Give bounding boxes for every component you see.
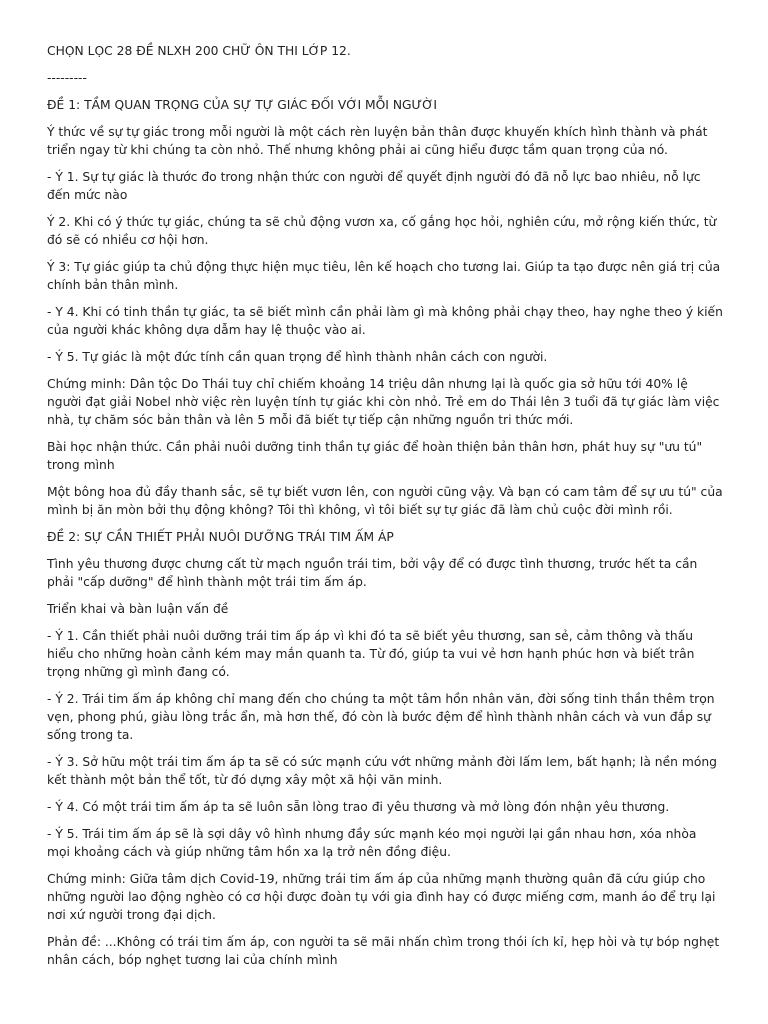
paragraph-de1-closing: Một bông hoa đủ đầy thanh sắc, sẽ tự biết vươn lên, con người cũng vậy. Và bạn có cam tâm để sự ưu tú" của mình bị ăn mòn bởi thụ động không? Tôi thì không, vì tôi biết sự tự giác đã làm chủ cuộc đời mình rồi.	[47, 485, 723, 517]
paragraph-de1-y4: - Y 4. Khi có tinh thần tự giác, ta sẽ biết mình cần phải làm gì mà không phải chạy theo, hay nghe theo ý kiến của người khác không dựa dẫm hay lệ thuộc vào ai.	[47, 305, 723, 337]
section-heading-de2: ĐỀ 2: SỰ CẦN THIẾT PHẢI NUÔI DƯỠNG TRÁI TIM ẤM ÁP	[47, 530, 394, 544]
paragraph-de2-y4: - Ý 4. Có một trái tim ấm áp ta sẽ luôn sẵn lòng trao đi yêu thương và mở lòng đón nhận yêu thương.	[47, 800, 670, 814]
document-page	[47, 42, 723, 978]
paragraph-de1-y1: - Ý 1. Sự tự giác là thước đo trong nhận thức con người để quyết định người đó đã nỗ lực bao nhiêu, nỗ lực đến mức nào	[47, 170, 701, 202]
paragraph-de2-y2: - Ý 2. Trái tim ấm áp không chỉ mang đến cho chúng ta một tâm hồn nhân văn, đời sống tinh thần thêm trọn vẹn, phong phú, giàu lòng trắc ẩn, mà hơn thế, đó còn là bước đệm để hình thành nhân cách và vun đắp sự sống trong ta.	[47, 692, 715, 742]
paragraph-de1-proof: Chứng minh: Dân tộc Do Thái tuy chỉ chiếm khoảng 14 triệu dân nhưng lại là quốc gia sở hữu tới 40% lệ người đạt giải Nobel nhờ việc rèn luyện tính tự giác khi còn nhỏ. Trẻ em do Thái lên 3 tuổi đã tự giác làm việc nhà, tự chăm sóc bản thân và lên 5 mỗi đã biết tự tiếp cận những nguồn tri thức mới.	[47, 377, 720, 427]
separator: ---------	[47, 71, 87, 85]
paragraph-de2-y1: - Ý 1. Cần thiết phải nuôi dưỡng trái tim ấp áp vì khi đó ta sẽ biết yêu thương, san sẻ, cảm thông và thấu hiểu cho những hoàn cảnh kém may mắn quanh ta. Từ đó, giúp ta vui vẻ hơn hạnh phúc hơn và biết trân trọng những gì mình đang có.	[47, 629, 695, 679]
paragraph-de2-counter: Phản đề: ...Không có trái tim ấm áp, con người ta sẽ mãi nhấn chìm trong thói ích kỉ, hẹp hòi và tự bóp nghẹt nhân cách, bóp nghẹt tương lai của chính mình	[47, 935, 720, 967]
paragraph-de1-y2: Ý 2. Khi có ý thức tự giác, chúng ta sẽ chủ động vươn xa, cố gắng học hỏi, nghiên cứu, mở rộng kiến thức, từ đó sẽ có nhiều cơ hội hơn.	[47, 215, 717, 247]
paragraph-de1-y3: Ý 3: Tự giác giúp ta chủ động thực hiện mục tiêu, lên kế hoạch cho tương lai. Giúp ta tạo được nên giá trị của chính bản thân mình.	[47, 260, 721, 292]
paragraph-de2-develop: Triển khai và bàn luận vấn đề	[47, 602, 229, 616]
paragraph-de2-intro: Tình yêu thương được chưng cất từ mạch nguồn trái tim, bởi vậy để có được tình thương, trước hết ta cần phải "cấp dưỡng" để hình thành một trái tim ấm áp.	[47, 557, 698, 589]
paragraph-de2-y3: - Ý 3. Sở hữu một trái tim ấm áp ta sẽ có sức mạnh cứu vớt những mảnh đời lấm lem, bất hạnh; là nền móng kết thành một bản thể tốt, từ đó dựng xây một xã hội văn minh.	[47, 755, 717, 787]
paragraph-de2-proof: Chứng minh: Giữa tâm dịch Covid-19, những trái tim ấm áp của những mạnh thường quân đã cứu giúp cho những người lao động nghèo có cơ hội được đoàn tụ với gia đình hay có được miếng cơm, manh áo để trụ lại nơi xứ người trong đại dịch.	[47, 872, 716, 922]
section-heading-de1: ĐỀ 1: TẦM QUAN TRỌNG CỦA SỰ TỰ GIÁC ĐỐI VỚI MỖI NGƯỜI	[47, 98, 437, 112]
document-title: CHỌN LỌC 28 ĐỀ NLXH 200 CHỮ ÔN THI LỚP 12.	[47, 44, 351, 58]
paragraph-de1-lesson: Bài học nhận thức. Cần phải nuôi dưỡng tinh thần tự giác để hoàn thiện bản thân hơn, phát huy sự "ưu tú" trong mình	[47, 440, 703, 472]
paragraph-de1-intro: Ý thức về sự tự giác trong mỗi người là một cách rèn luyện bản thân được khuyến khích hình thành và phát triển ngay từ khi chúng ta còn nhỏ. Thế nhưng không phải ai cũng hiểu được tầm quan trọng của nó.	[47, 125, 708, 157]
paragraph-de1-y5: - Ý 5. Tự giác là một đức tính cần quan trọng để hình thành nhân cách con người.	[47, 350, 548, 364]
paragraph-de2-y5: - Ý 5. Trái tim ấm áp sẽ là sợi dây vô hình nhưng đầy sức mạnh kéo mọi người lại gần nhau hơn, xóa nhòa mọi khoảng cách và giúp những tâm hồn xa lạ trở nên đồng điệu.	[47, 827, 697, 859]
